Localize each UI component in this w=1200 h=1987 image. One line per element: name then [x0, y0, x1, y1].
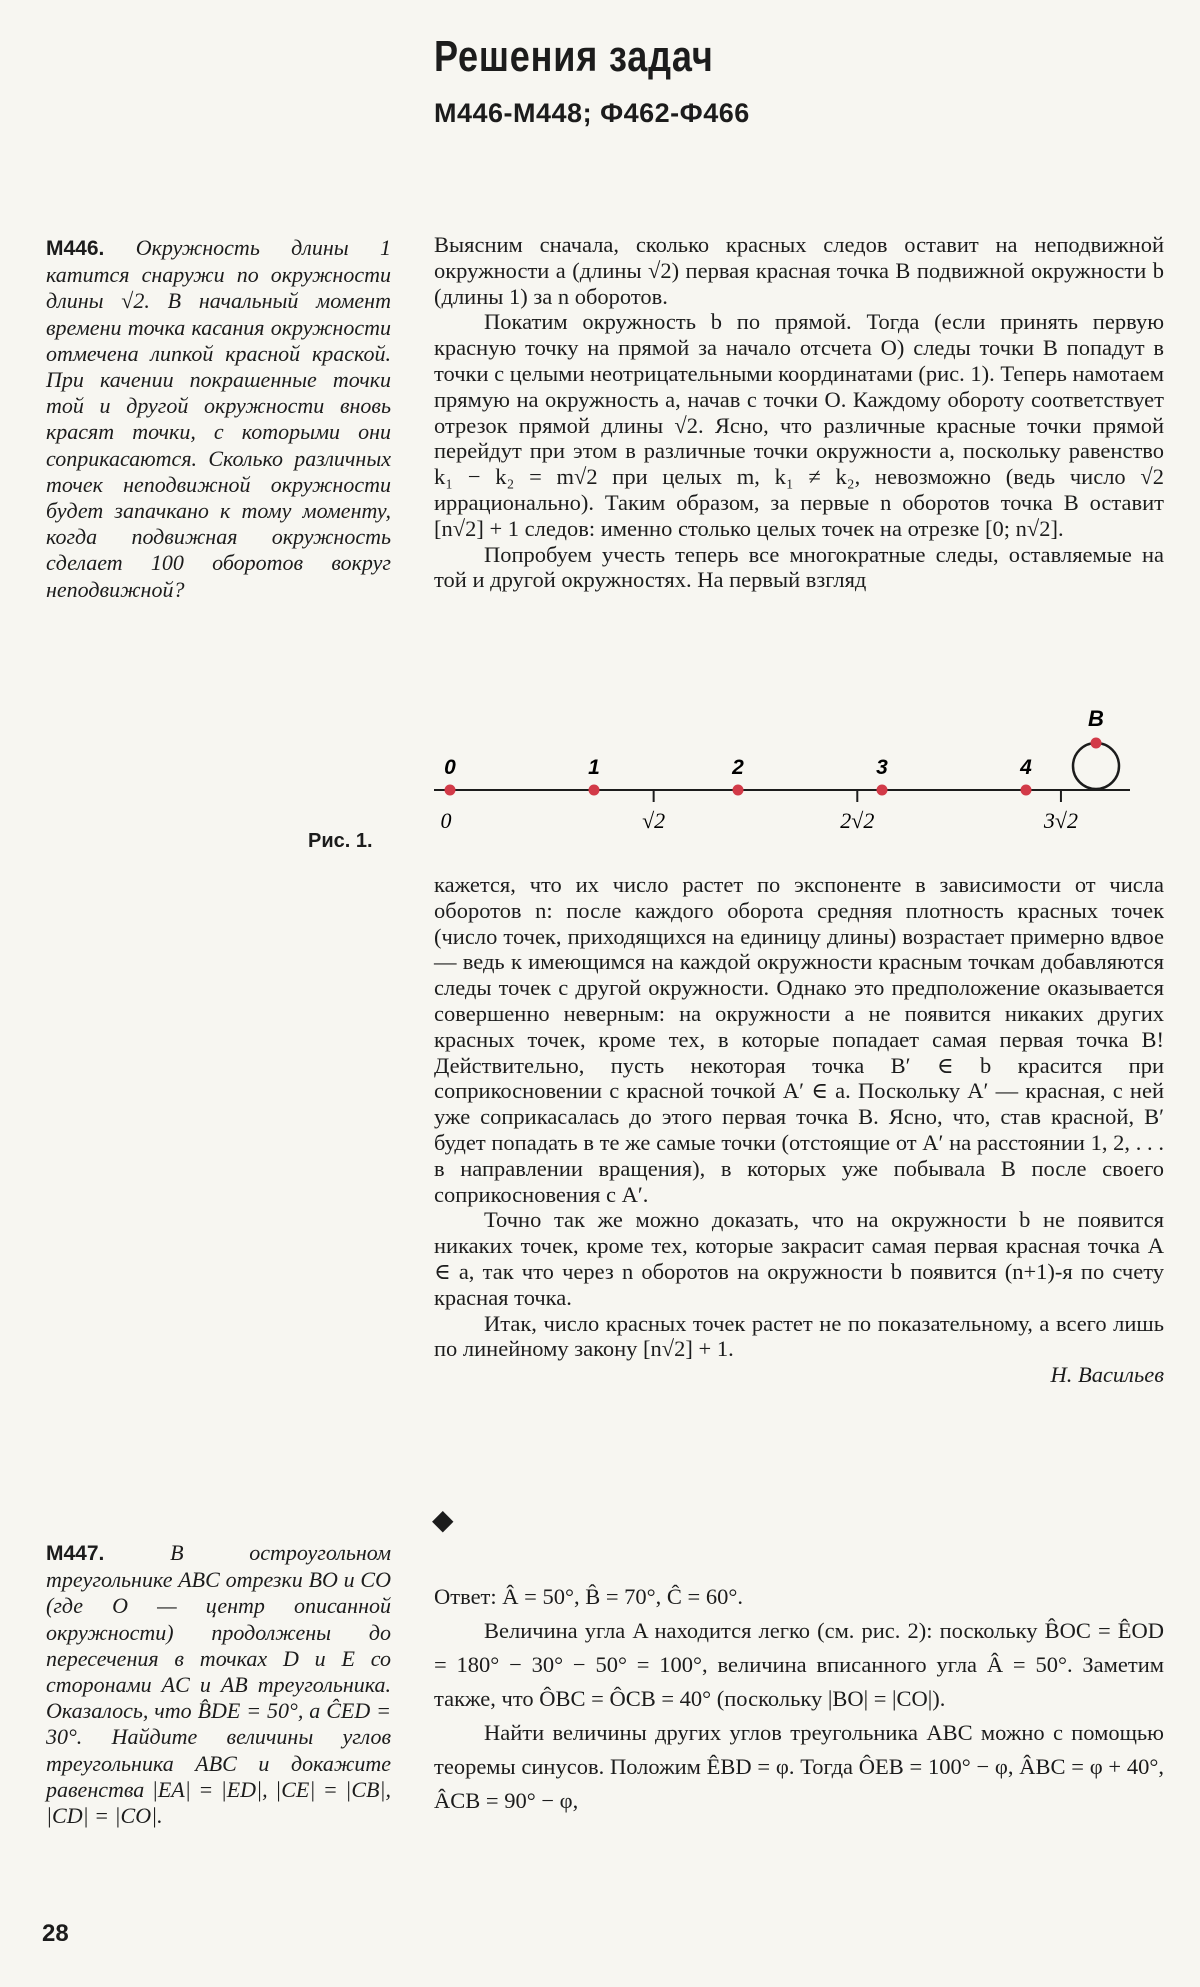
figure-number-line: [430, 700, 1170, 850]
integer-label: 2: [732, 756, 744, 779]
answer-line: Ответ: Â = 50°, B̂ = 70°, Ĉ = 60°.: [434, 1584, 743, 1609]
solution-paragraph: кажется, что их число растет по экспоненте в зависимости от числа оборотов n: после каждого оборота средняя плотность красных точек (число точек, приходящихся на единицу длины) возрастает примерно вдвое — ведь к имеющимся на каждой окружности красным точкам добавляются следы точек с другой окружности. Однако это предположение оказывается совершенно неверным: на окружности a не появится никаких других красных точек, кроме тех, в которые попадает самая первая точка B! Действительно, пусть некоторая точка B′ ∈ b красится при соприкосновении с красной точкой A′ ∈ a. Поскольку A′ — красная, с ней уже соприкасалась до этого первая точка B. Ясно, что, став красной, B′ будет попадать в те же самые точки (отстоящие от A′ на расстоянии 1, 2, . . . в направлении вращения), в которых уже побывала B после своего соприкосновения с A′.: [434, 872, 1164, 1207]
integer-point-4: [1021, 785, 1032, 796]
solution-paragraph: Найти величины других углов треугольника ABC можно с помощью теоремы синусов. Положим ÊBD = φ. Тогда ÔEB = 100° − φ, ÂBC = φ + 40°, ÂCB = 90° − φ,: [434, 1720, 1164, 1813]
problem-code: М446.: [46, 237, 105, 260]
problem-code: М447.: [46, 1542, 105, 1565]
figure-caption: Рис. 1.: [308, 830, 373, 852]
integer-point-0: [445, 785, 456, 796]
point-b-label: B: [1088, 706, 1104, 731]
solution-paragraph: Точно так же можно доказать, что на окружности b не появится никаких точек, кроме тех, которые закрасит самая первая красная точка A ∈ a, так что через n оборотов на окружности b появится (n+1)-я по счету красная точка.: [434, 1207, 1164, 1310]
problem-m446: [46, 235, 391, 603]
sqrt2-label: 2√2: [840, 808, 875, 833]
integer-label: 4: [1020, 756, 1032, 779]
integer-label: 3: [876, 756, 888, 779]
problem-m447: [46, 1540, 391, 1829]
solution-paragraph: Величина угла A находится легко (см. рис. 2): поскольку B̂OC = ÊOD = 180° − 30° − 50° = 100°, величина вписанного угла Â = 50°. Заметим также, что ÔBC = ÔCB = 40° (поскольку |BO| = |CO|).: [434, 1618, 1164, 1711]
section-separator: ◆: [432, 1505, 454, 1536]
problem-statement: Окружность длины 1 катится снаружи по окружности длины √2. В начальный момент времени точка касания окружности отмечена липкой красной краской. При качении покрашенные точки той и другой окружности вновь красят точки, с которыми они соприкасаются. Сколько различных точек неподвижной окружности будет запачкано к тому моменту, когда подвижная окружность сделает 100 оборотов вокруг неподвижной?: [46, 235, 391, 602]
author-signature: Н. Васильев: [1050, 1362, 1164, 1388]
solution-m446-continued: [434, 872, 1164, 1388]
sqrt2-label: 3√2: [1043, 808, 1078, 833]
solution-paragraph: Попробуем учесть теперь все многократные следы, оставляемые на той и другой окружностях. На первый взгляд: [434, 541, 1164, 593]
page-number: 28: [42, 1920, 69, 1947]
sqrt2-label: √2: [642, 808, 666, 833]
integer-label: 0: [444, 756, 456, 779]
page-title: Решения задач: [434, 32, 714, 81]
sqrt2-label: 0: [440, 808, 452, 833]
integer-point-3: [877, 785, 888, 796]
red-point-b: [1091, 738, 1102, 749]
rolling-circle: [1073, 743, 1119, 789]
integer-label: 1: [588, 756, 600, 779]
integer-point-1: [589, 785, 600, 796]
integer-point-2: [733, 785, 744, 796]
solution-m446: [434, 232, 1164, 593]
solution-m447: [434, 1580, 1164, 1818]
solution-paragraph: Выясним сначала, сколько красных следов оставит на неподвижной окружности a (длины √2) первая красная точка B подвижной окружности b (длины 1) за n оборотов.: [434, 232, 1164, 309]
solution-paragraph: Итак, число красных точек растет не по показательному, а всего лишь по линейному закону [n√2] + 1.: [434, 1310, 1164, 1362]
problem-statement: В остроугольном треугольнике ABC отрезки BO и CO (где O — центр описанной окружности) продолжены до пересечения в точках D и E со сторонами AC и AB треугольника. Оказалось, что B̂DE = 50°, a ĈED = 30°. Найдите величины углов треугольника ABC и докажите равенства |EA| = |ED|, |CE| = |CB|, |CD| = |CO|.: [46, 1540, 392, 1829]
solution-paragraph: Покатим окружность b по прямой. Тогда (если принять первую красную точку на прямой за начало отсчета O) следы точки B попадут в точки с целыми неотрицательными координатами (рис. 1). Теперь намотаем прямую на окружность a, начав с точки O. Каждому обороту соответствует отрезок прямой длины √2. Ясно, что различные красные точки прямой перейдут при этом в различные точки окружности a, поскольку равенство k₁ − k₂ = m√2 при целых m, k₁ ≠ k₂, невозможно (ведь число √2 иррационально). Таким образом, за первые n оборотов точка B оставит [n√2] + 1 следов: именно столько целых точек на отрезке [0; n√2].: [434, 309, 1164, 541]
page-subtitle: М446-М448; Ф462-Ф466: [434, 98, 750, 128]
